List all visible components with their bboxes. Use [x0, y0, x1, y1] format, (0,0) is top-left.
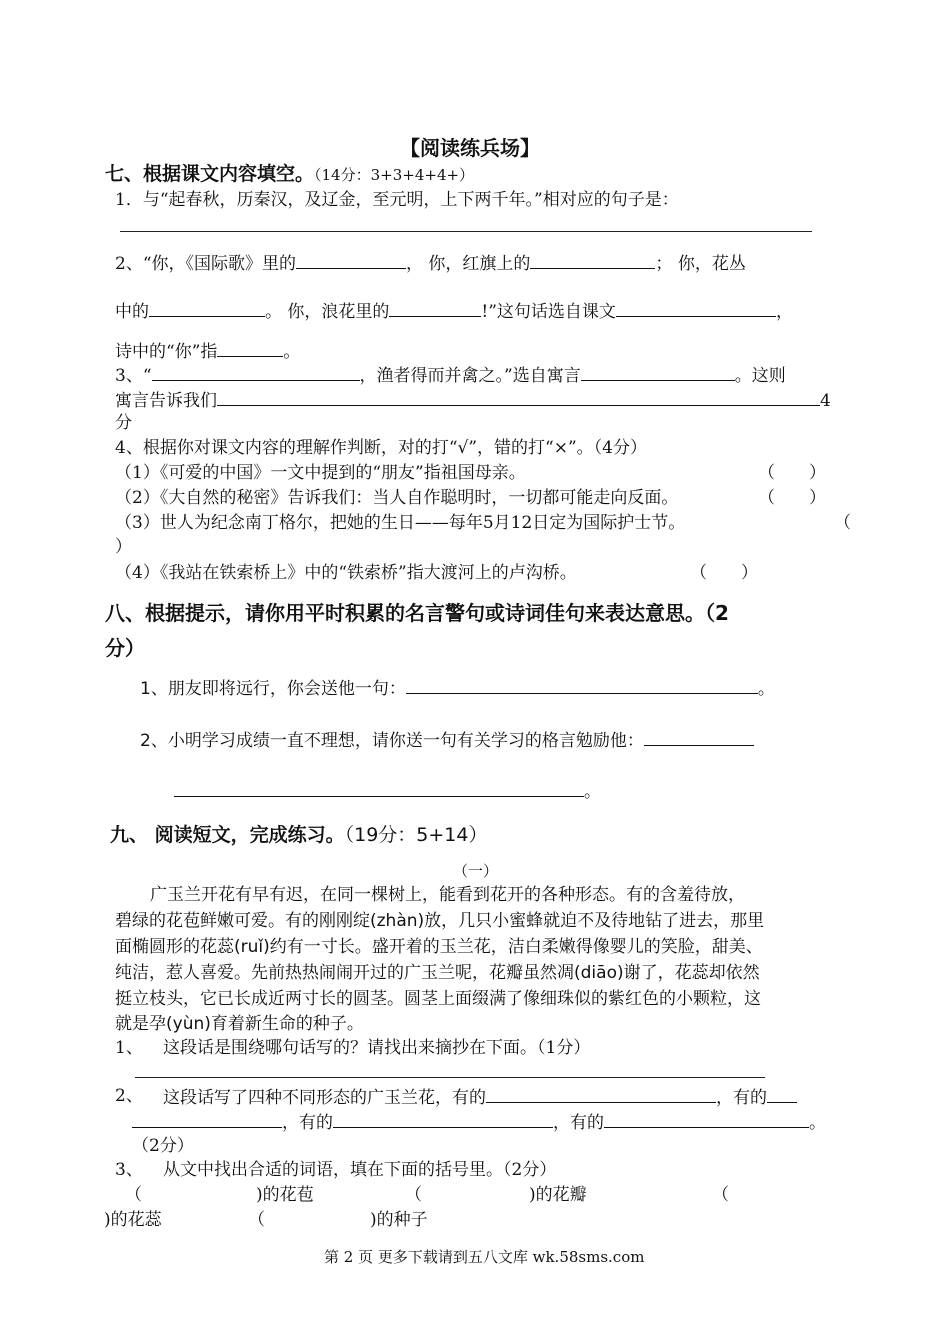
s9-q2-text-b: ，有的: [716, 1088, 767, 1108]
s7-q2-blank-3[interactable]: [149, 298, 265, 317]
s9-q3: 从文中找出合适的词语，填在下面的括号里。（2分）: [163, 1160, 557, 1180]
s9-q1-number: 1、: [115, 1038, 143, 1058]
section-8-title-line1: 八、根据提示，请你用平时积累的名言警句或诗词佳句来表达意思。（2: [105, 601, 729, 625]
page-footer: 第 2 页 更多下载请到五八文库 wk.58sms.com: [324, 1248, 645, 1266]
s7-q2-text-a: 2、“你，《国际歌》里的: [115, 254, 297, 274]
s9-q2-text-a: 这段话写了四种不同形态的广玉兰花，有的: [163, 1088, 486, 1108]
section-7-title: 七、根据课文内容填空。: [105, 163, 315, 185]
s9-q3-word-bud: )的花苞: [256, 1185, 314, 1205]
s7-q4-answer-3-open[interactable]: （: [834, 513, 851, 533]
section-7-points: （14分：3+3+4+4+）: [314, 166, 475, 184]
s9-q3-word-seed: )的种子: [370, 1210, 428, 1230]
s7-q2-line2: [115, 298, 793, 324]
s9-q3-word-stamen: )的花蕊: [104, 1210, 162, 1230]
page-header-title: 【阅读练兵场】: [400, 136, 540, 160]
s7-q4: 4、根据你对课文内容的理解作判断，对的打“√”，错的打“×”。（4分）: [115, 438, 647, 458]
s7-q2-text-h: 诗中的“你”指: [115, 342, 218, 362]
s7-q3-line2: [115, 387, 831, 413]
s7-q2-blank-6[interactable]: [217, 338, 283, 357]
s7-q2-line3: [115, 338, 300, 364]
s9-passage-line-1: 广玉兰开花有早有迟，在同一棵树上，能看到花开的各种形态。有的含羞待放，: [150, 885, 745, 905]
s8-q2-blank-2[interactable]: [174, 778, 584, 797]
s7-q1: 1．与“起春秋，历秦汉，及辽金，至元明，上下两千年。”相对应的句子是：: [115, 190, 679, 210]
s9-q2-line2: [132, 1109, 826, 1135]
s9-subsection-label: （一）: [453, 862, 499, 880]
s9-passage-line-2: 碧绿的花苞鲜嫩可爱。有的刚刚绽(zhàn)放，几只小蜜蜂就迫不及待地钻了进去，那里: [115, 911, 765, 931]
s7-q4-answer-2[interactable]: （ ）: [758, 488, 826, 508]
s7-q1-answer-line[interactable]: [120, 231, 812, 232]
s9-q2-number: 2、: [115, 1086, 143, 1106]
s7-q2-line1: [115, 250, 746, 276]
s9-q2-blank-2a[interactable]: [767, 1084, 797, 1103]
s7-q4-answer-3-close[interactable]: ）: [115, 537, 132, 557]
s7-q2-text-c: ； 你，花丛: [655, 254, 746, 274]
s9-q1-answer-line[interactable]: [135, 1077, 765, 1078]
s9-q2-blank-1[interactable]: [486, 1084, 716, 1103]
section-8-title-line2: 分）: [105, 636, 145, 660]
s7-q3-text-e: 4: [820, 391, 831, 411]
s9-q2-text-d: ，有的: [553, 1113, 604, 1133]
s7-q3-text-c: 。这则: [734, 366, 786, 386]
s9-q3-blank-bud-open[interactable]: （: [125, 1185, 142, 1205]
s9-q3-blank-seed-open[interactable]: （: [248, 1210, 265, 1230]
s7-q2-text-f: !”这句话选自课文: [481, 302, 616, 322]
s8-q2: [140, 727, 754, 753]
s8-q2-continued: [174, 778, 601, 804]
s9-q1: 这段话是围绕哪句话写的？请找出来摘抄在下面。（1分）: [163, 1038, 591, 1058]
s8-q2-blank-1[interactable]: [644, 727, 754, 746]
s7-q3-points-unit: 分: [115, 413, 132, 433]
s9-q2-points: （2分）: [132, 1136, 194, 1156]
s9-q2-blank-3[interactable]: [333, 1109, 553, 1128]
s9-q2-text-e: 。: [809, 1113, 826, 1133]
s7-q2-text-b: ， 你，红旗上的: [406, 254, 531, 274]
s9-passage-line-5: 挺立枝头，它已长成近两寸长的圆茎。圆茎上面缀满了像细珠似的紫红色的小颗粒，这: [115, 989, 761, 1009]
s7-q4-item-4: （4）《我站在铁索桥上》中的“铁索桥”指大渡河上的卢沟桥。: [115, 563, 577, 583]
s9-q2-line1: [163, 1084, 797, 1110]
s7-q2-text-d: 中的: [115, 302, 149, 322]
s9-passage-line-6: 就是孕(yùn)育着新生命的种子。: [115, 1014, 364, 1034]
s7-q3-text-b: ，渔者得而并禽之。”选自寓言: [359, 366, 581, 386]
s9-passage-line-3: 面椭圆形的花蕊(ruǐ)约有一寸长。盛开着的玉兰花，洁白柔嫩得像婴儿的笑脸，甜美、: [115, 937, 763, 957]
s7-q3-blank-2[interactable]: [581, 362, 735, 381]
s8-q1: [140, 675, 775, 701]
s7-q3-blank-1[interactable]: [152, 362, 360, 381]
s7-q4-answer-1[interactable]: （ ）: [758, 463, 826, 483]
s7-q4-answer-4[interactable]: （ ）: [690, 563, 758, 583]
section-9-heading: [110, 822, 488, 848]
s9-q3-blank-petal-open[interactable]: （: [405, 1185, 422, 1205]
s7-q2-blank-5[interactable]: [616, 298, 776, 317]
s7-q2-blank-4[interactable]: [389, 298, 481, 317]
s7-q3-blank-3[interactable]: [217, 387, 820, 406]
s7-q3-text-d: 寓言告诉我们: [115, 391, 217, 411]
s7-q4-item-1: （1）《可爱的中国》一文中提到的“朋友”指祖国母亲。: [115, 463, 526, 483]
s8-q1-end: 。: [757, 679, 775, 699]
s9-q2-blank-4[interactable]: [604, 1109, 809, 1128]
s7-q2-blank-2[interactable]: [530, 250, 655, 269]
s9-q2-blank-2b[interactable]: [132, 1109, 282, 1128]
s7-q4-item-2: （2）《大自然的秘密》告诉我们：当人自作聪明时，一切都可能走向反面。: [115, 488, 679, 508]
s7-q3-line1: [115, 362, 786, 388]
s8-q1-text: 1、朋友即将远行，你会送他一句：: [140, 679, 406, 699]
s7-q2-text-e: 。 你，浪花里的: [265, 302, 390, 322]
s9-q3-word-petal: )的花瓣: [529, 1185, 587, 1205]
s9-q3-blank-stamen-open[interactable]: （: [712, 1185, 729, 1205]
s9-q2-text-c: ，有的: [282, 1113, 333, 1133]
s8-q1-blank[interactable]: [406, 675, 758, 694]
section-9-points: （19分：5+14）: [344, 824, 488, 846]
s8-q2-text: 2、小明学习成绩一直不理想，请你送一句有关学习的格言勉励他：: [140, 731, 644, 751]
section-7-heading: [105, 162, 474, 187]
s8-q2-end: 。: [584, 782, 601, 802]
s7-q4-item-3: （3）世人为纪念南丁格尔，把她的生日——每年5月12日定为国际护士节。: [115, 513, 686, 533]
section-9-title: 九、 阅读短文，完成练习。: [110, 824, 345, 846]
s7-q2-text-i: 。: [283, 342, 301, 362]
s7-q2-text-g: ，: [775, 302, 793, 322]
s7-q3-text-a: 3、“: [115, 366, 152, 386]
s9-passage-line-4: 纯洁，惹人喜爱。先前热热闹闹开过的广玉兰呢，花瓣虽然凋(diāo)谢了，花蕊却依然: [115, 963, 760, 983]
s9-q3-number: 3、: [115, 1160, 143, 1180]
s7-q2-blank-1[interactable]: [296, 250, 406, 269]
